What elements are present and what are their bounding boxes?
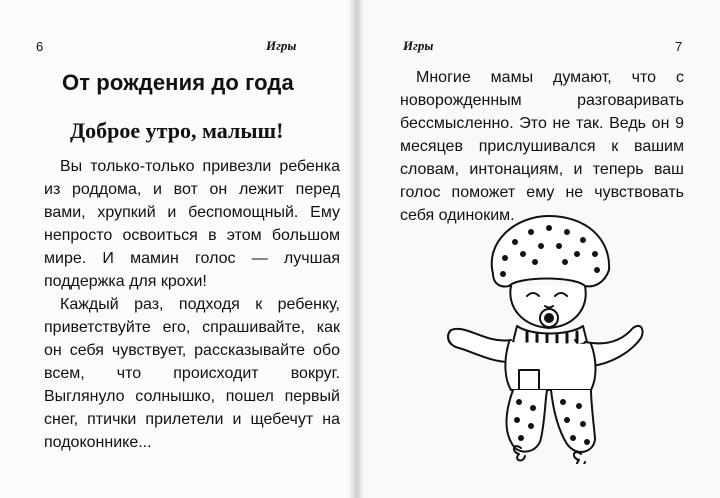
paragraph: Каждый раз, подходя к ребенку, приветствуйте его, спрашивайте, как он себя чувствует, рассказывайте обо всем, что происходит вокруг. Выглянуло солнышко, пошел первый снег, птички прилетели и щебечут на подоконнике... — [44, 296, 340, 451]
running-head-left: Игры — [266, 38, 297, 53]
left-page — [0, 0, 355, 498]
left-body-text — [44, 155, 340, 454]
page-number-right: 7 — [675, 39, 683, 54]
running-head-right: Игры — [403, 38, 434, 53]
page-number-left: 6 — [36, 39, 44, 54]
book-gutter — [348, 0, 364, 498]
baby-with-pacifier-illustration — [445, 202, 645, 464]
paragraph: Вы только-только привезли ребенка из роддома, и вот он лежит перед вами, хрупкий и беспомощный. Ему непросто освоиться в этом большом мире. И мамин голос — лучшая поддержка для крохи! — [44, 158, 340, 290]
section-title: Доброе утро, малыш! — [70, 118, 284, 143]
chapter-title: От рождения до года — [62, 70, 294, 95]
paragraph: Многие мамы думают, что с новорожденным разговаривать бессмысленно. Это не так. Ведь он 9 месяцев прислушивался к вашим словам, интонациям, и теперь ваш голос поможет ему не чувствовать себя одиноким. — [400, 69, 684, 224]
